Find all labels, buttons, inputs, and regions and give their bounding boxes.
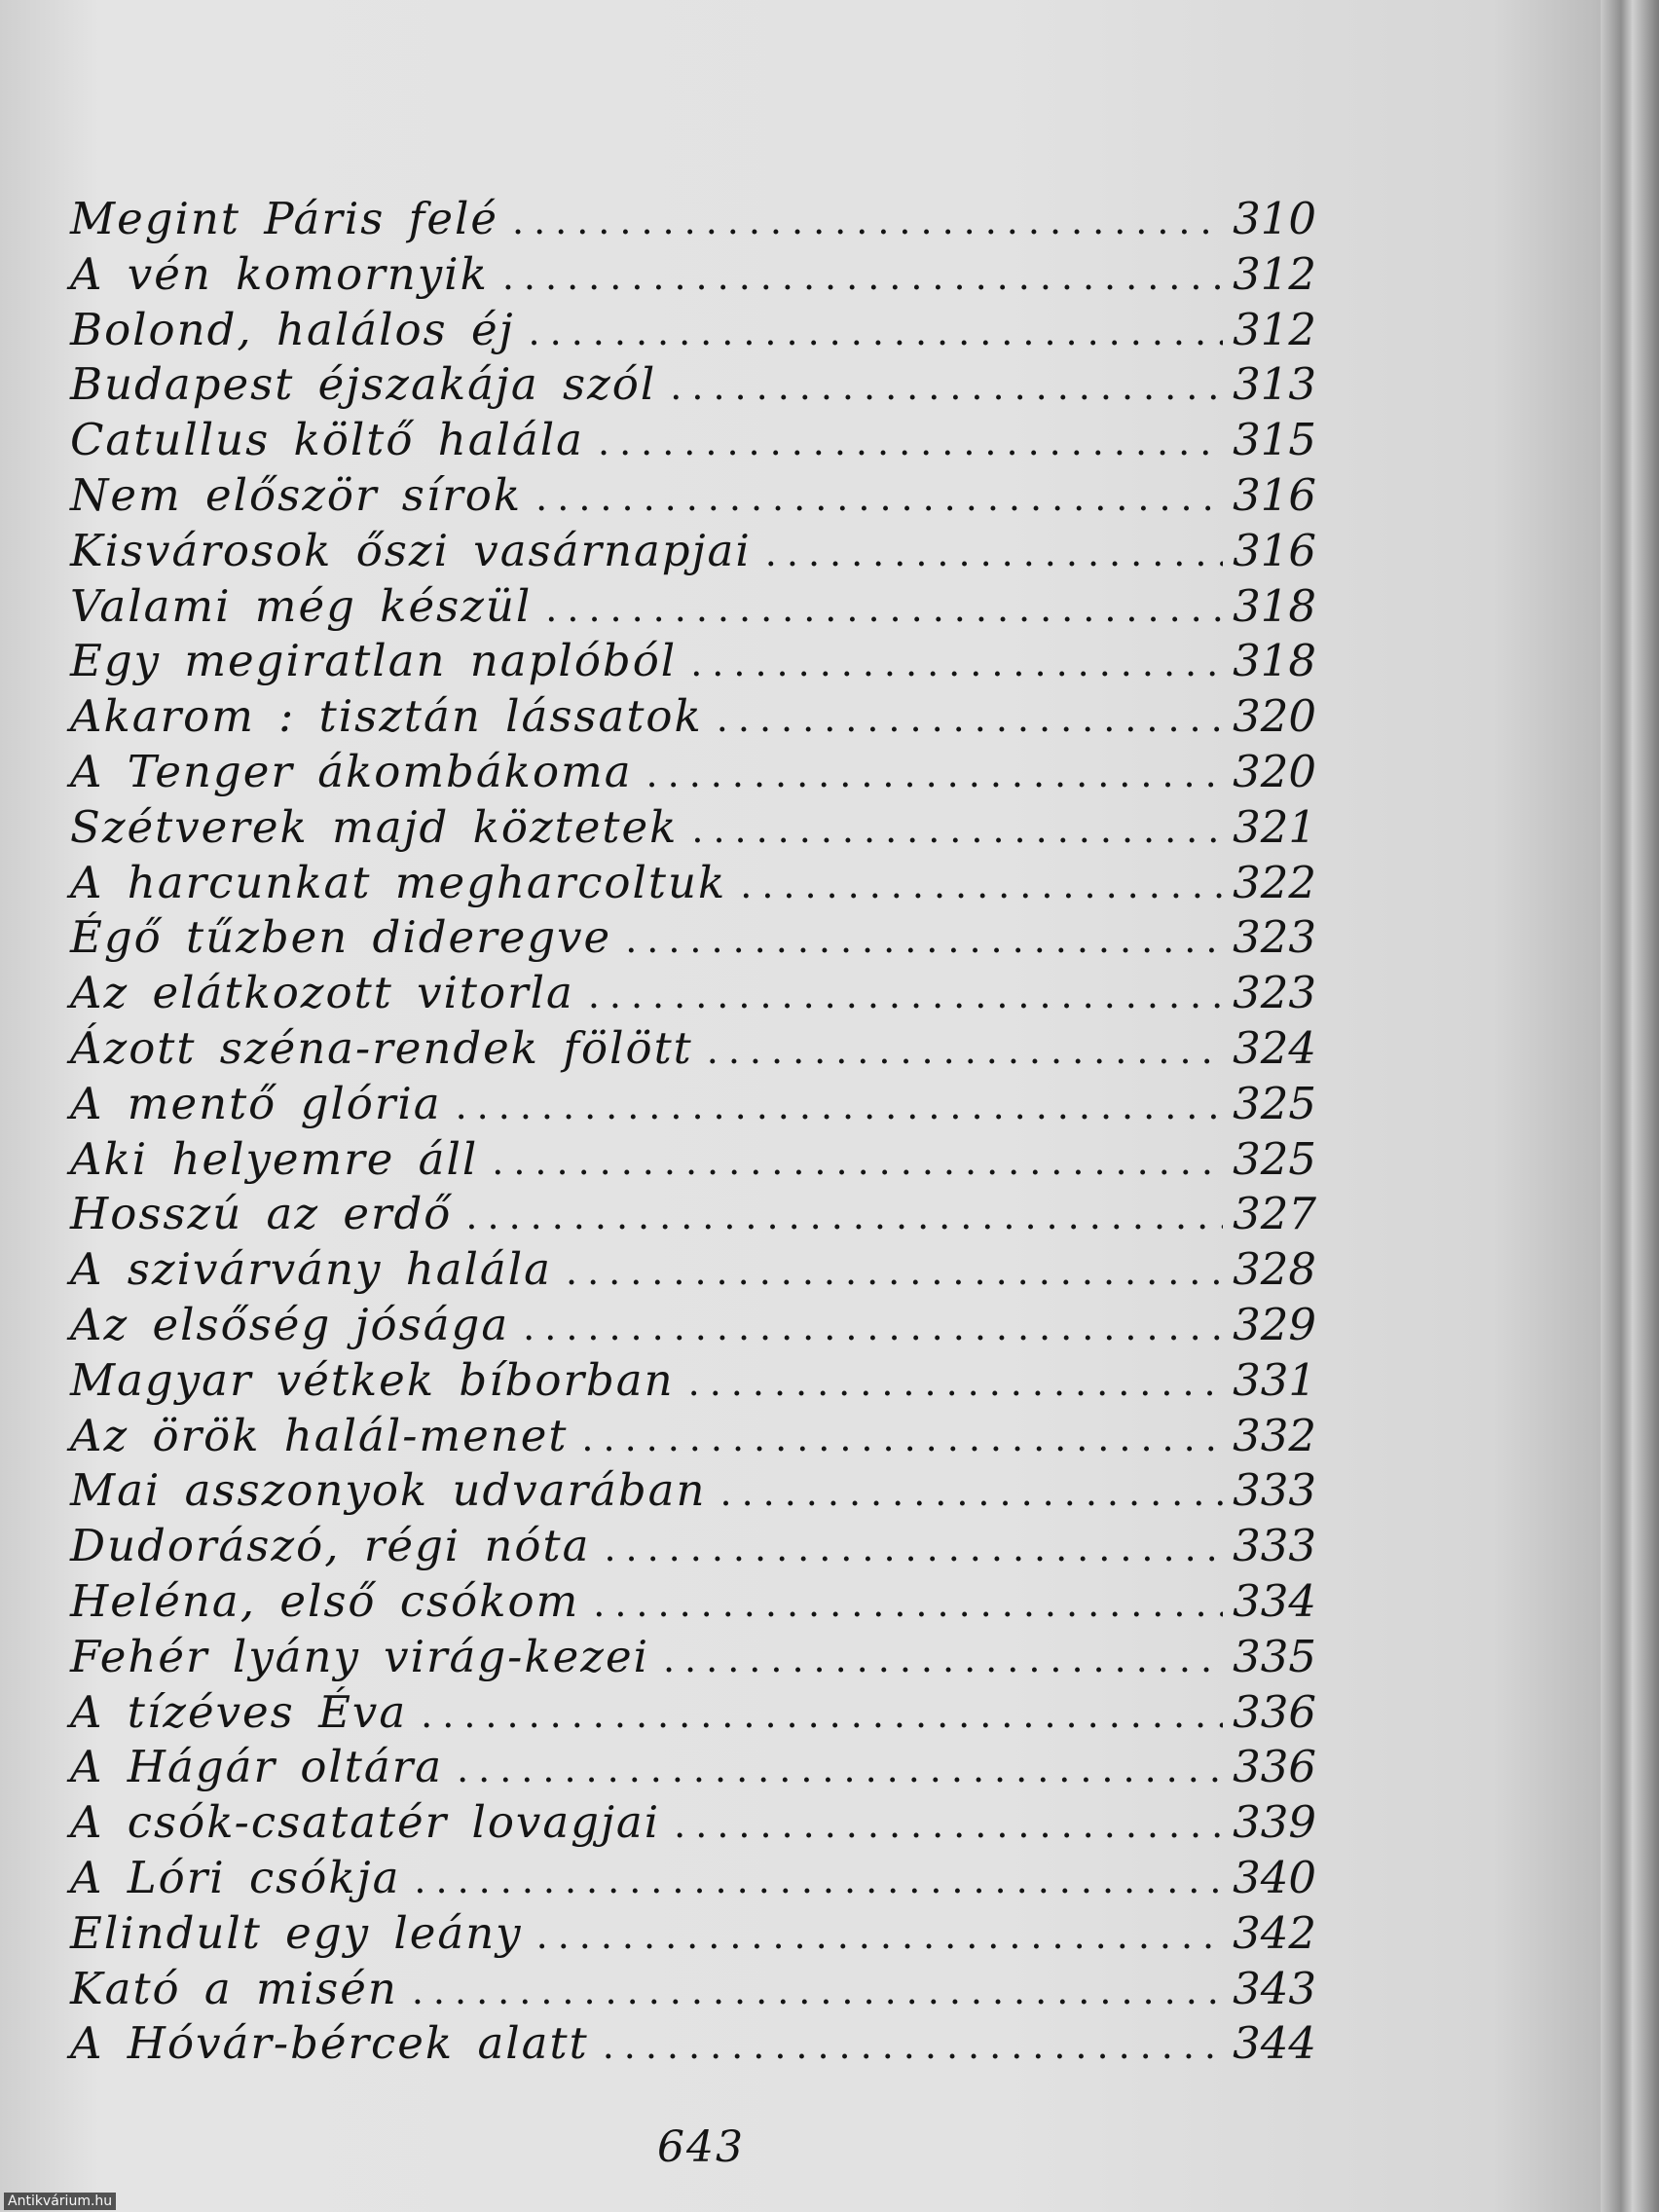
toc-page-number: 332	[1233, 1409, 1316, 1461]
toc-page-number: 344	[1233, 2017, 1316, 2070]
toc-entry	[70, 1299, 1316, 1354]
toc-title: Mai asszonyok udvarában	[70, 1464, 707, 1517]
toc-entry	[70, 1741, 1316, 1796]
toc-title: Az elátkozott vitorla	[70, 967, 574, 1019]
dot-leader	[529, 311, 1223, 353]
toc-entry	[70, 469, 1316, 525]
toc-entry	[70, 1188, 1316, 1243]
toc-page-number: 324	[1233, 1021, 1316, 1074]
toc-entry	[70, 1354, 1316, 1410]
dot-leader	[535, 476, 1223, 519]
toc-entry	[70, 1963, 1316, 2018]
toc-page-number: 315	[1233, 414, 1316, 466]
toc-entry	[70, 580, 1316, 636]
toc-page-number: 312	[1233, 247, 1316, 300]
toc-page-number: 333	[1233, 1464, 1316, 1517]
dot-leader	[690, 642, 1223, 684]
dot-leader	[457, 1748, 1223, 1790]
toc-title: A szivárvány halála	[70, 1243, 552, 1296]
toc-title: Égő tűzben dideregve	[70, 911, 612, 964]
dot-leader	[421, 1693, 1223, 1736]
toc-title: Heléna, első csókom	[70, 1574, 580, 1627]
toc-entry	[70, 193, 1316, 248]
toc-entry	[70, 1852, 1316, 1907]
toc-page-number: 320	[1233, 745, 1316, 797]
toc-title: A vén komornyik	[70, 247, 489, 300]
toc-entry	[70, 2017, 1316, 2073]
toc-page-number: 325	[1233, 1132, 1316, 1185]
dot-leader	[414, 1859, 1223, 1901]
dot-leader	[588, 974, 1223, 1016]
toc-title: Egy megiratlan naplóból	[70, 635, 678, 687]
dot-leader	[646, 753, 1223, 795]
table-of-contents	[70, 193, 1316, 2073]
toc-title: A csók-csatatér lovagjai	[70, 1796, 661, 1849]
toc-page-number: 339	[1233, 1796, 1316, 1849]
toc-title: Catullus költő halála	[70, 414, 584, 466]
toc-page-number: 316	[1233, 524, 1316, 576]
dot-leader	[598, 421, 1223, 463]
toc-page-number: 313	[1233, 358, 1316, 411]
dot-leader	[707, 1029, 1223, 1072]
dot-leader	[625, 918, 1223, 961]
toc-entry	[70, 1575, 1316, 1631]
toc-entry	[70, 525, 1316, 580]
toc-entry	[70, 304, 1316, 359]
toc-title: Szétverek majd köztetek	[70, 800, 679, 853]
toc-title: Kisvárosok őszi vasárnapjai	[70, 524, 752, 576]
toc-title: A tízéves Éva	[70, 1685, 408, 1738]
toc-page-number: 325	[1233, 1077, 1316, 1129]
toc-title: Az örök halál-menet	[70, 1409, 569, 1461]
page-number: 643	[657, 2122, 745, 2172]
toc-page-number: 321	[1233, 800, 1316, 853]
toc-page-number: 310	[1233, 193, 1316, 244]
dot-leader	[523, 1306, 1223, 1348]
toc-page-number: 320	[1233, 690, 1316, 743]
toc-entry	[70, 967, 1316, 1022]
toc-entry	[70, 1907, 1316, 1963]
toc-title: Valami még készül	[70, 579, 533, 632]
toc-title: Magyar vétkek bíborban	[70, 1353, 675, 1406]
toc-page-number: 327	[1233, 1188, 1316, 1240]
toc-title: A mentő glória	[70, 1077, 442, 1129]
toc-page-number: 316	[1233, 468, 1316, 521]
toc-entry	[70, 358, 1316, 414]
toc-title: Fehér lyány virág-kezei	[70, 1630, 649, 1682]
watermark: Antikvárium.hu	[4, 2193, 116, 2210]
toc-entry	[70, 1133, 1316, 1189]
toc-entry	[70, 1796, 1316, 1852]
dot-leader	[663, 1638, 1223, 1680]
toc-page-number: 336	[1233, 1741, 1316, 1793]
toc-page-number: 322	[1233, 856, 1316, 908]
toc-entry	[70, 690, 1316, 746]
dot-leader	[604, 1527, 1223, 1569]
toc-entry	[70, 1464, 1316, 1520]
toc-title: A Hóvár-bércek alatt	[70, 2017, 589, 2070]
toc-entry	[70, 1243, 1316, 1299]
toc-title: Aki helyemre áll	[70, 1132, 479, 1185]
toc-title: A Hágár oltára	[70, 1741, 444, 1793]
toc-entry	[70, 1686, 1316, 1742]
toc-page-number: 323	[1233, 911, 1316, 964]
toc-page-number: 335	[1233, 1630, 1316, 1682]
dot-leader	[740, 864, 1223, 906]
toc-title: Megint Páris felé	[70, 193, 498, 244]
toc-page-number: 342	[1233, 1906, 1316, 1959]
toc-entry	[70, 1410, 1316, 1465]
toc-page-number: 343	[1233, 1962, 1316, 2014]
dot-leader	[719, 1471, 1223, 1514]
toc-page-number: 336	[1233, 1685, 1316, 1738]
toc-page-number: 328	[1233, 1243, 1316, 1296]
dot-leader	[717, 697, 1223, 740]
dot-leader	[691, 808, 1223, 851]
toc-page-number: 323	[1233, 967, 1316, 1019]
toc-title: Hosszú az erdő	[70, 1188, 453, 1240]
toc-page-number: 333	[1233, 1520, 1316, 1572]
dot-leader	[593, 1582, 1223, 1625]
toc-title: Az elsőség jósága	[70, 1298, 510, 1350]
toc-title: Nem először sírok	[70, 468, 523, 521]
toc-page-number: 312	[1233, 303, 1316, 355]
toc-entry	[70, 1520, 1316, 1575]
toc-title: A Tenger ákombákoma	[70, 745, 633, 797]
toc-entry	[70, 248, 1316, 304]
dot-leader	[674, 1803, 1223, 1846]
dot-leader	[512, 200, 1223, 242]
toc-entry	[70, 635, 1316, 690]
dot-leader	[581, 1417, 1223, 1459]
dot-leader	[465, 1195, 1223, 1237]
toc-title: Akarom : tisztán lássatok	[70, 690, 703, 743]
toc-entry	[70, 857, 1316, 912]
dot-leader	[492, 1140, 1223, 1183]
toc-page-number: 331	[1233, 1353, 1316, 1406]
dot-leader	[502, 255, 1223, 298]
dot-leader	[412, 1970, 1223, 2012]
toc-title: A harcunkat megharcoltuk	[70, 856, 727, 908]
dot-leader	[545, 587, 1223, 630]
dot-leader	[536, 1914, 1223, 1957]
toc-title: A Lóri csókja	[70, 1851, 401, 1903]
toc-title: Elindult egy leány	[70, 1906, 523, 1959]
toc-page-number: 334	[1233, 1574, 1316, 1627]
toc-title: Ázott széna-rendek fölött	[70, 1021, 693, 1074]
toc-entry	[70, 911, 1316, 967]
toc-entry	[70, 1078, 1316, 1133]
dot-leader	[688, 1361, 1223, 1404]
toc-page-number: 340	[1233, 1851, 1316, 1903]
toc-title: Dudorászó, régi nóta	[70, 1520, 591, 1572]
toc-page-number: 329	[1233, 1298, 1316, 1350]
dot-leader	[456, 1085, 1223, 1127]
dot-leader	[603, 2024, 1223, 2067]
toc-entry	[70, 1022, 1316, 1078]
toc-title: Bolond, halálos éj	[70, 303, 515, 355]
toc-entry	[70, 414, 1316, 469]
toc-entry	[70, 801, 1316, 857]
toc-page-number: 318	[1233, 635, 1316, 687]
toc-page-number: 318	[1233, 579, 1316, 632]
toc-title: Kató a misén	[70, 1962, 398, 2014]
toc-title: Budapest éjszakája szól	[70, 358, 657, 411]
dot-leader	[765, 532, 1223, 574]
book-binding-shadow	[1601, 0, 1659, 2212]
dot-leader	[670, 365, 1223, 408]
toc-entry	[70, 746, 1316, 801]
toc-entry	[70, 1631, 1316, 1686]
dot-leader	[566, 1250, 1223, 1293]
